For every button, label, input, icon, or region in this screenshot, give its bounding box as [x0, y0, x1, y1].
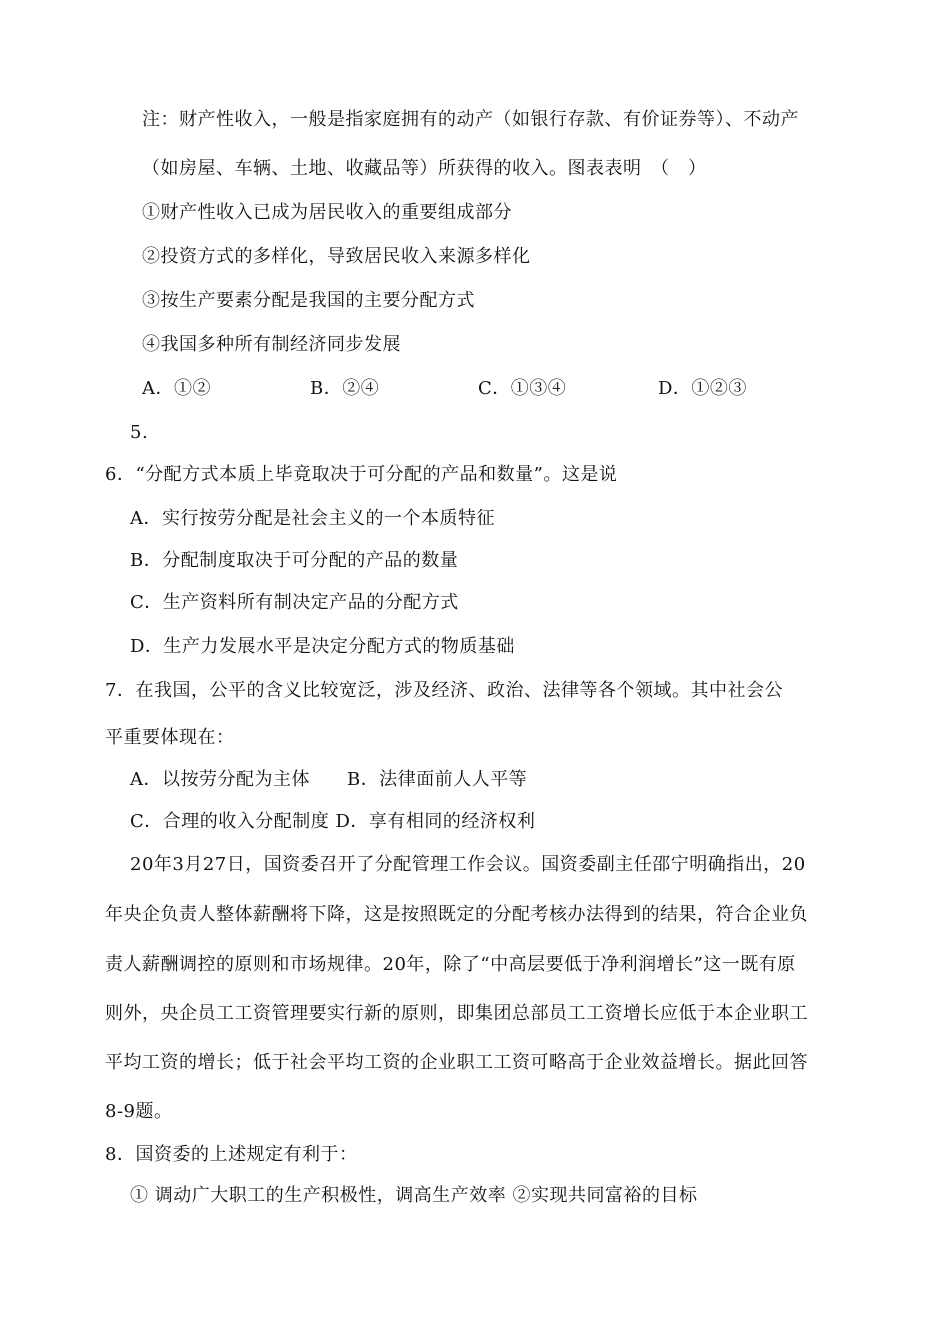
- q4-option-a: A．①②: [142, 378, 211, 399]
- q4-option-c: C．①③④: [478, 378, 567, 399]
- q5-number: 5.: [130, 422, 149, 443]
- q8-items-line: ① 调动广大职工的生产积极性，调高生产效率 ②实现共同富裕的目标: [130, 1185, 698, 1206]
- q4-item-2: ②投资方式的多样化，导致居民收入来源多样化: [142, 246, 531, 267]
- passage-line-5: 平均工资的增长；低于社会平均工资的企业职工工资可略高于企业效益增长。据此回答: [105, 1052, 808, 1073]
- q7-options-row2: C．合理的收入分配制度 D．享有相同的经济权利: [130, 811, 536, 832]
- q6-option-d: D．生产力发展水平是决定分配方式的物质基础: [130, 636, 515, 657]
- q7-stem-line2: 平重要体现在：: [105, 727, 235, 748]
- q6-option-a: A．实行按劳分配是社会主义的一个本质特征: [130, 508, 495, 529]
- q4-item-3: ③按生产要素分配是我国的主要分配方式: [142, 290, 475, 311]
- q4-item-1: ①财产性收入已成为居民收入的重要组成部分: [142, 202, 512, 223]
- q7-stem-line1: 7．在我国，公平的含义比较宽泛，涉及经济、政治、法律等各个领域。其中社会公: [105, 680, 783, 701]
- q4-option-b: B．②④: [310, 378, 380, 399]
- q4-note-line2: （如房屋、车辆、土地、收藏品等）所获得的收入。图表表明 （ ）: [142, 158, 707, 179]
- q4-option-d: D．①②③: [658, 378, 747, 399]
- passage-line-2: 年央企负责人整体薪酬将下降，这是按照既定的分配考核办法得到的结果，符合企业负: [105, 904, 808, 925]
- q7-options-row1: A．以按劳分配为主体 B．法律面前人人平等: [130, 769, 528, 790]
- q6-option-b: B．分配制度取决于可分配的产品的数量: [130, 550, 459, 571]
- q4-note-line1: 注：财产性收入，一般是指家庭拥有的动产（如银行存款、有价证券等）、不动产: [142, 109, 799, 130]
- q6-option-c: C．生产资料所有制决定产品的分配方式: [130, 592, 459, 613]
- q8-stem: 8．国资委的上述规定有利于：: [105, 1144, 358, 1165]
- passage-line-3: 责人薪酬调控的原则和市场规律。20年，除了“中高层要低于净利润增长”这一既有原: [105, 954, 796, 975]
- passage-line-4: 则外，央企员工工资管理要实行新的原则，即集团总部员工工资增长应低于本企业职工: [105, 1003, 808, 1024]
- q6-stem: 6．“分配方式本质上毕竟取决于可分配的产品和数量”。这是说: [105, 464, 618, 485]
- q4-item-4: ④我国多种所有制经济同步发展: [142, 334, 401, 355]
- passage-line-6: 8-9题。: [105, 1101, 173, 1122]
- passage-line-1: 20年3月27日，国资委召开了分配管理工作会议。国资委副主任邵宁明确指出，20: [130, 854, 806, 875]
